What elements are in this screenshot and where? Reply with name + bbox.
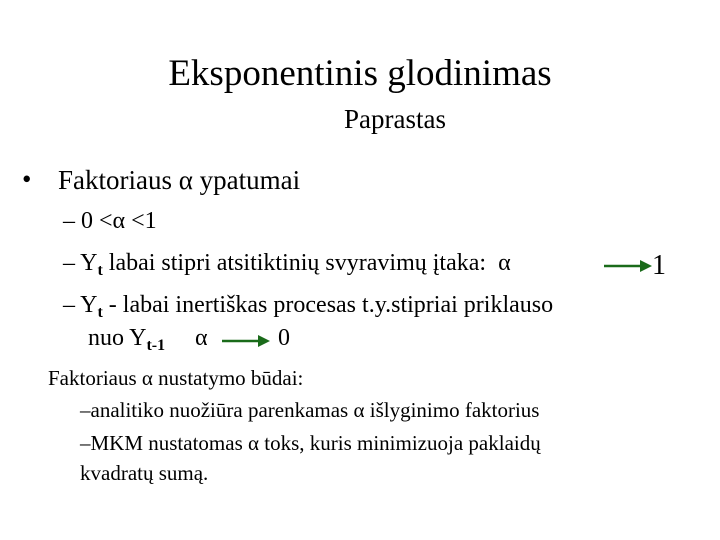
subscript-t-minus-1: t-1	[146, 337, 166, 354]
sub-item-2	[63, 250, 511, 280]
sub-item-1	[63, 208, 157, 235]
subscript-t: t	[97, 304, 103, 321]
section-item-2: –MKM nustatomas α toks, kuris minimizuoja paklaidų	[80, 431, 541, 455]
sub-item-3-continuation	[88, 325, 165, 355]
sub-item-text: 0 <α <1	[81, 208, 157, 234]
alpha-symbol: α	[498, 250, 511, 276]
dash: –	[63, 292, 75, 318]
alpha-symbol: α	[195, 325, 208, 351]
variable-y: Y	[80, 250, 98, 276]
bullet-marker: •	[22, 164, 32, 194]
subscript-t: t	[97, 262, 103, 279]
slide-title: Eksponentinis glodinimas	[168, 53, 552, 94]
sub-item-text: labai stipri atsitiktinių svyravimų įtaka:	[102, 250, 487, 276]
right-arrow-icon	[222, 334, 270, 348]
sub-item-3	[63, 292, 553, 322]
dash: –	[63, 208, 75, 234]
variable-y: Y	[80, 292, 98, 318]
section-item-3: kvadratų sumą.	[80, 461, 209, 485]
slide-subtitle: Paprastas	[344, 104, 446, 134]
right-arrow-icon	[604, 259, 652, 273]
section-item-1: –analitiko nuožiūra parenkamas α išlyginimo faktorius	[80, 398, 540, 422]
sub-item-text: nuo Y	[88, 325, 147, 351]
bullet-text: Faktoriaus α ypatumai	[58, 165, 301, 195]
sub-item-text: - labai inertiškas procesas t.y.stipriai priklauso	[102, 292, 554, 318]
result-zero: 0	[278, 325, 290, 351]
section-heading: Faktoriaus α nustatymo būdai:	[48, 366, 304, 390]
dash: –	[63, 250, 75, 276]
result-one: 1	[652, 250, 666, 281]
